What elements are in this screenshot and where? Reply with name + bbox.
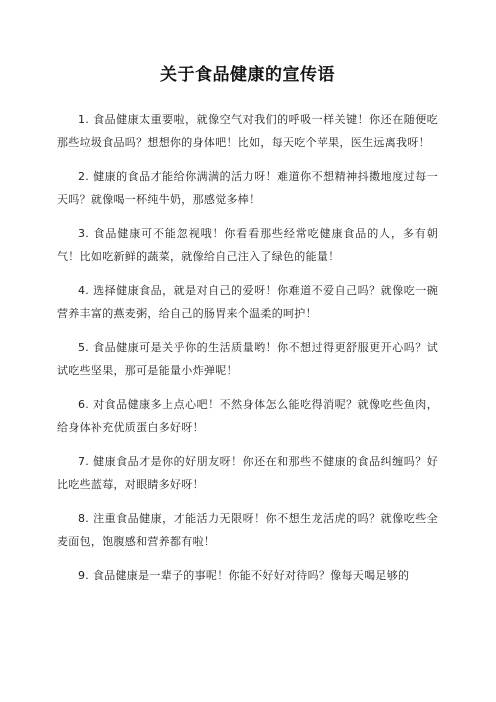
slogan-item-9: 9. 食品健康是一辈子的事呢！你能不好好对待吗？像每天喝足够的 [78, 569, 410, 582]
slogan-item-5: 5. 食品健康可是关乎你的生活质量哟！你不想过得更舒服更开心吗？试试吃些坚果，那可是能量小炸弹呢！ [57, 341, 438, 377]
slogan-item-1: 1. 食品健康太重要啦，就像空气对我们的呼吸一样关键！你还在随便吃那些垃圾食品吗？想想你的身体吧！比如，每天吃个苹果，医生远离我呀！ [57, 113, 438, 149]
slogan-item-6: 6. 对食品健康多上点心吧！不然身体怎么能吃得消呢？就像吃些鱼肉，给身体补充优质蛋白多好呀！ [57, 398, 438, 434]
slogan-item-3: 3. 食品健康可不能忽视哦！你看看那些经常吃健康食品的人，多有朝气！比如吃新鲜的蔬菜，就像给自己注入了绿色的能量！ [57, 227, 438, 263]
slogan-item-7: 7. 健康食品才是你的好朋友呀！你还在和那些不健康的食品纠缠吗？好比吃些蓝莓，对眼睛多好呀！ [57, 455, 438, 491]
slogan-item-4: 4. 选择健康食品，就是对自己的爱呀！你难道不爱自己吗？就像吃一碗营养丰富的燕麦粥，给自己的肠胃来个温柔的呵护！ [57, 284, 438, 320]
slogan-item-8: 8. 注重食品健康，才能活力无限呀！你不想生龙活虎的吗？就像吃些全麦面包，饱腹感和营养都有啦！ [57, 512, 438, 548]
document-title: 关于食品健康的宣传语 [160, 65, 335, 85]
slogan-item-2: 2. 健康的食品才能给你满满的活力呀！难道你不想精神抖擞地度过每一天吗？就像喝一杯纯牛奶，那感觉多棒！ [57, 170, 438, 206]
